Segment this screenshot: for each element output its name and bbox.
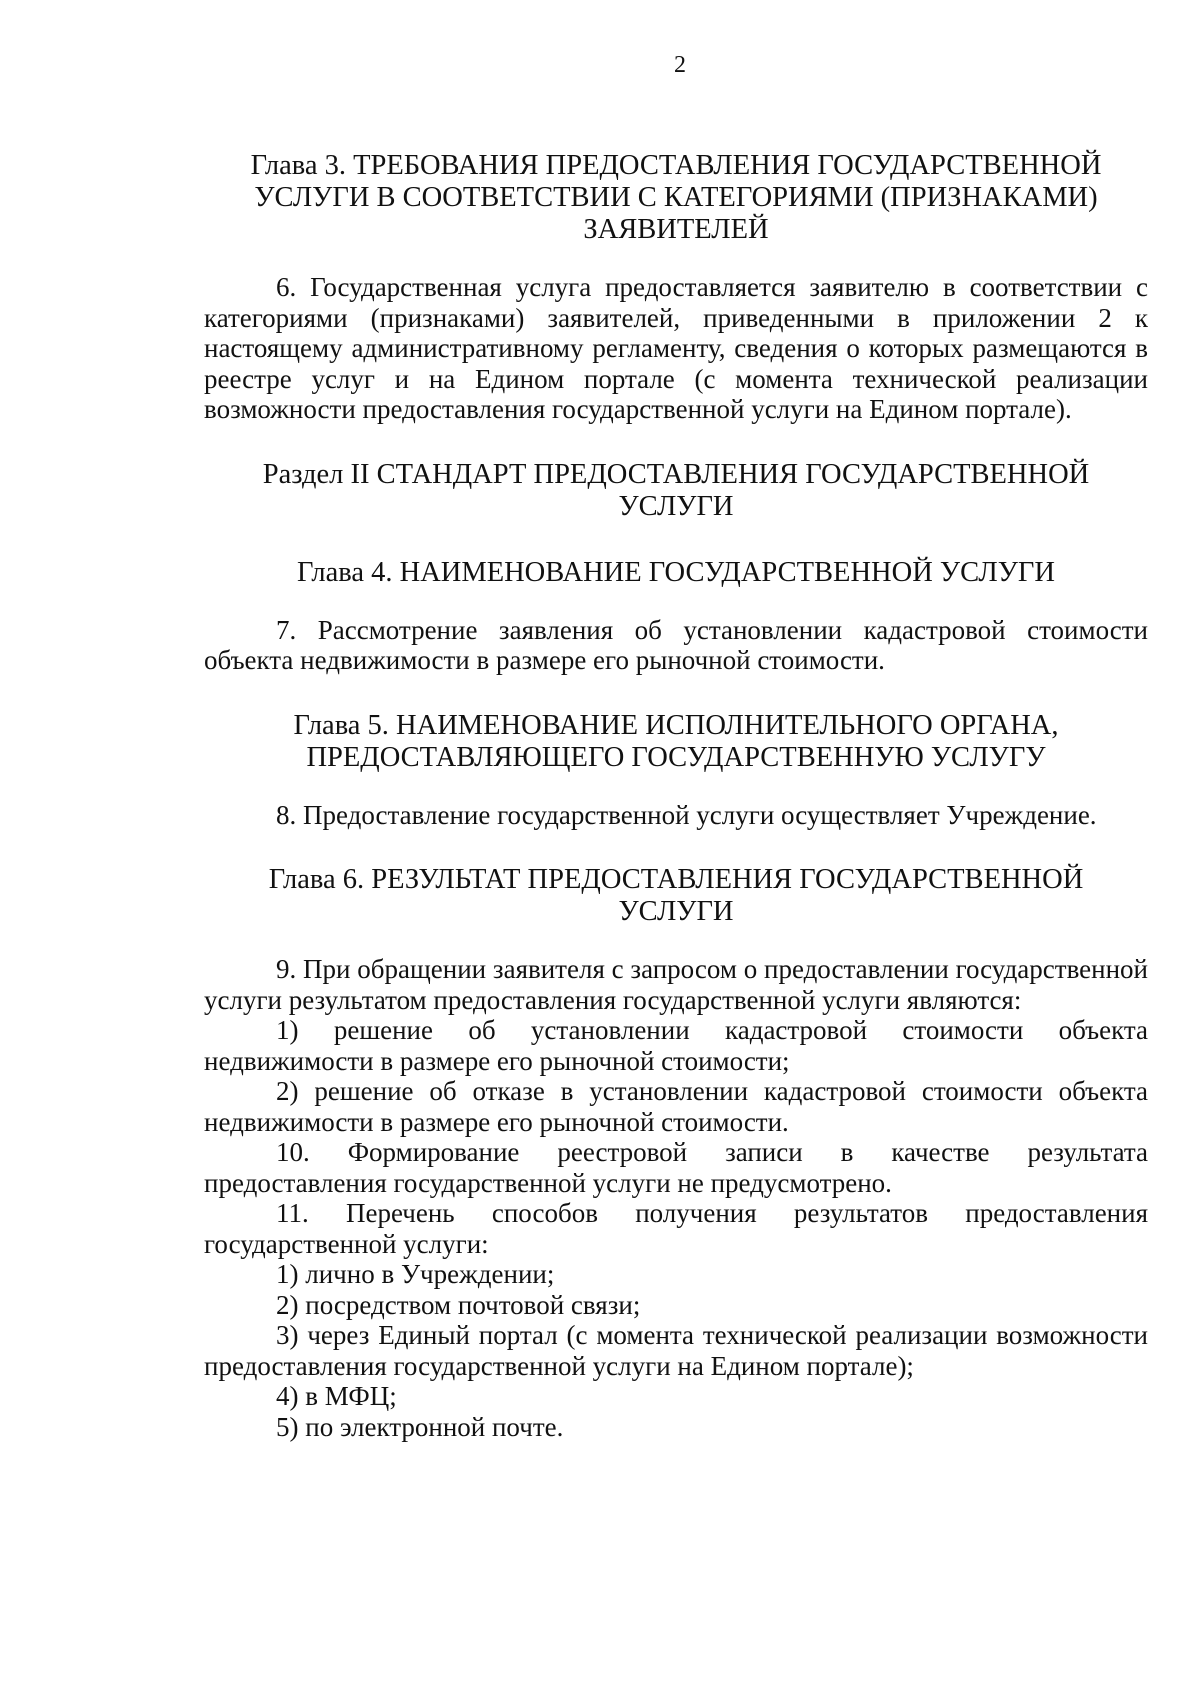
paragraph-11-item-2: 2) посредством почтовой связи; xyxy=(276,1289,641,1320)
paragraph-11-item-1: 1) лично в Учреждении; xyxy=(276,1259,555,1289)
chapter-4-heading: Глава 4. НАИМЕНОВАНИЕ ГОСУДАРСТВЕННОЙ УСЛУГИ xyxy=(297,556,1055,588)
document-body xyxy=(204,150,1148,1442)
heading-line: УСЛУГИ В СООТВЕТСТВИИ С КАТЕГОРИЯМИ (ПРИЗНАКАМИ) xyxy=(254,182,1098,213)
paragraph-6: 6. Государственная услуга предоставляется заявителю в соответствии с категориями (признаками) заявителей, приведенными в приложении 2 к настоящему административному регламенту, сведения о которых размещаются в реестре услуг и на Едином портале (с момента технической реализации возможности предоставления государственной услуги на Едином портале). xyxy=(204,272,1148,424)
heading-line: УСЛУГИ xyxy=(618,490,734,522)
paragraph-11-item-3: 3) через Единый портал (с момента технической реализации возможности предоставления государственной услуги на Едином портале); xyxy=(204,1320,1148,1381)
paragraph-7: 7. Рассмотрение заявления об установлении кадастровой стоимости объекта недвижимости в размере его рыночной стоимости. xyxy=(204,614,1148,675)
paragraph-11-item-5: 5) по электронной почте. xyxy=(276,1411,564,1442)
paragraph-8: 8. Предоставление государственной услуги осуществляет Учреждение. xyxy=(276,799,1097,830)
paragraph-9-item-2: 2) решение об отказе в установлении кадастровой стоимости объекта недвижимости в размере его рыночной стоимости. xyxy=(204,1076,1148,1137)
heading-line: Глава 5. НАИМЕНОВАНИЕ ИСПОЛНИТЕЛЬНОГО ОРГАНА, xyxy=(293,709,1059,741)
page-number: 2 xyxy=(674,52,686,78)
heading-line: Раздел II СТАНДАРТ ПРЕДОСТАВЛЕНИЯ ГОСУДАРСТВЕННОЙ xyxy=(262,458,1090,490)
chapter-6-heading xyxy=(204,864,1148,928)
heading-line: УСЛУГИ xyxy=(618,896,734,927)
heading-line: ЗАЯВИТЕЛЕЙ xyxy=(583,214,769,245)
paragraph-10: 10. Формирование реестровой записи в качестве результата предоставления государственной услуги не предусмотрено. xyxy=(204,1137,1148,1198)
section-2-heading xyxy=(204,459,1148,523)
paragraph-11-item-4: 4) в МФЦ; xyxy=(276,1381,397,1411)
chapter-5-heading xyxy=(204,710,1148,774)
paragraph-9-item-1: 1) решение об установлении кадастровой стоимости объекта недвижимости в размере его рыночной стоимости; xyxy=(204,1015,1148,1076)
chapter-3-heading xyxy=(204,150,1148,246)
heading-line: Глава 3. ТРЕБОВАНИЯ ПРЕДОСТАВЛЕНИЯ ГОСУДАРСТВЕННОЙ xyxy=(250,150,1102,181)
heading-line: ПРЕДОСТАВЛЯЮЩЕГО ГОСУДАРСТВЕННУЮ УСЛУГУ xyxy=(306,741,1046,773)
paragraph-11: 11. Перечень способов получения результатов предоставления государственной услуги: xyxy=(204,1198,1148,1259)
paragraph-9: 9. При обращении заявителя с запросом о предоставлении государственной услуги результатом предоставления государственной услуги являются: xyxy=(204,954,1148,1015)
heading-line: Глава 6. РЕЗУЛЬТАТ ПРЕДОСТАВЛЕНИЯ ГОСУДАРСТВЕННОЙ xyxy=(268,864,1084,895)
